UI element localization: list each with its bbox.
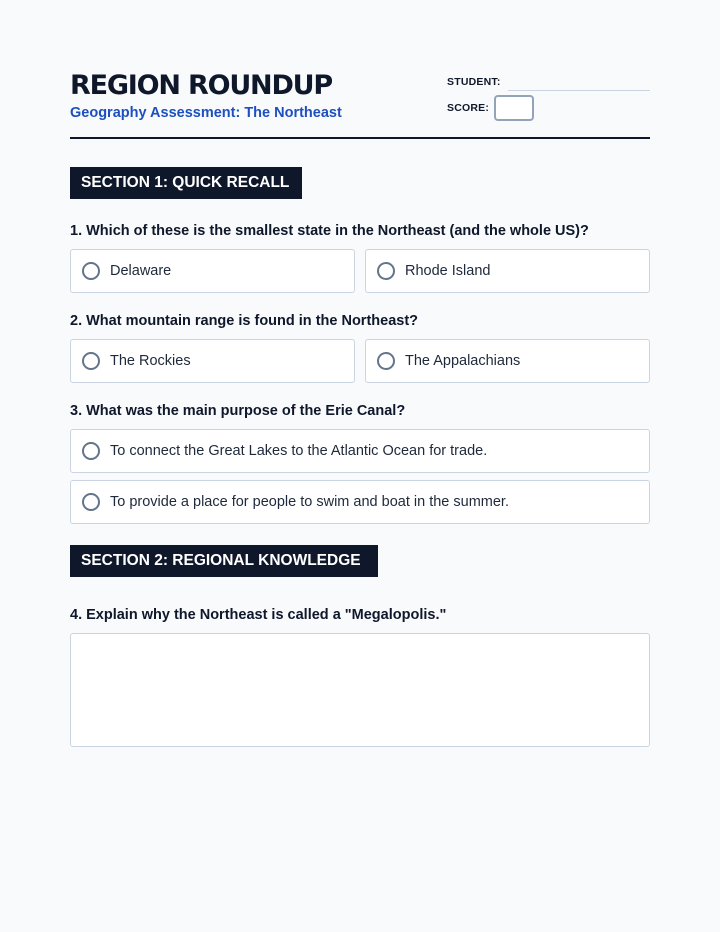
option-label: To provide a place for people to swim and boat in the summer.: [110, 494, 509, 510]
radio-button[interactable]: [377, 352, 395, 370]
q3-option-trade[interactable]: [70, 429, 650, 473]
q4-answer-textarea[interactable]: [70, 633, 650, 747]
option-label: The Appalachians: [405, 353, 521, 369]
q1-option-rhode-island[interactable]: [365, 249, 650, 293]
section-2-banner: SECTION 2: REGIONAL KNOWLEDGE: [70, 545, 378, 577]
radio-button[interactable]: [82, 352, 100, 370]
page-title: REGION ROUNDUP: [70, 70, 332, 101]
option-label: Delaware: [110, 263, 172, 279]
question-1: 1. Which of these is the smallest state in the Northeast (and the whole US)?: [70, 223, 589, 239]
q2-option-rockies[interactable]: [70, 339, 355, 383]
q1-option-delaware[interactable]: [70, 249, 355, 293]
option-label: Rhode Island: [405, 263, 491, 279]
q3-option-recreation[interactable]: [70, 480, 650, 524]
q2-option-appalachians[interactable]: [365, 339, 650, 383]
header: [70, 70, 650, 139]
question-4: 4. Explain why the Northeast is called a "Megalopolis.": [70, 607, 447, 623]
radio-button[interactable]: [82, 262, 100, 280]
radio-button[interactable]: [82, 442, 100, 460]
score-box[interactable]: [494, 95, 534, 121]
question-2: 2. What mountain range is found in the Northeast?: [70, 313, 419, 329]
option-label: The Rockies: [110, 353, 191, 369]
radio-button[interactable]: [377, 262, 395, 280]
question-3: 3. What was the main purpose of the Erie Canal?: [70, 403, 406, 419]
student-name-field[interactable]: [508, 90, 650, 91]
page-subtitle: Geography Assessment: The Northeast: [70, 105, 342, 121]
section-1-banner: SECTION 1: QUICK RECALL: [70, 167, 302, 199]
student-label: STUDENT:: [447, 76, 501, 88]
radio-button[interactable]: [82, 493, 100, 511]
score-label: SCORE:: [447, 102, 490, 114]
option-label: To connect the Great Lakes to the Atlantic Ocean for trade.: [110, 443, 488, 459]
